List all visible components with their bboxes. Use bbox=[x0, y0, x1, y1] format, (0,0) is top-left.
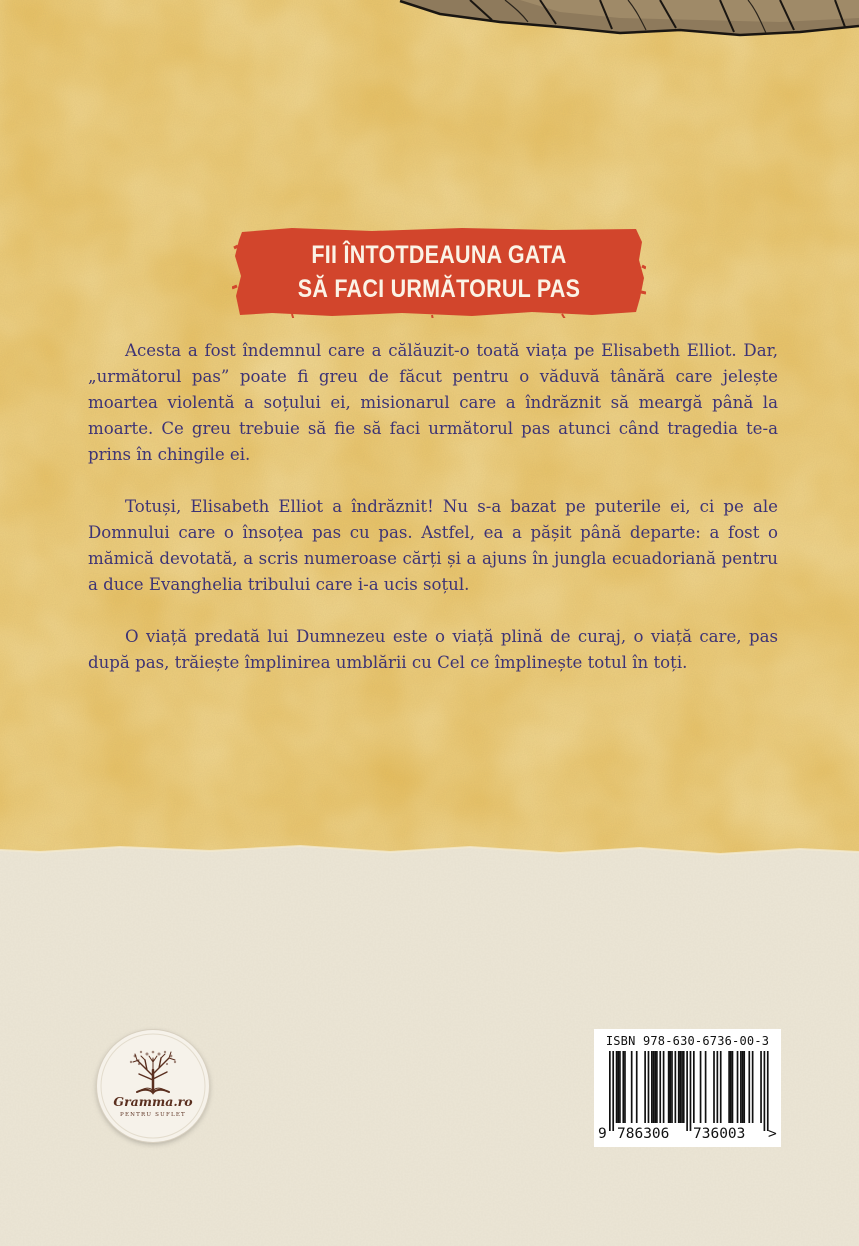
tree-book-icon bbox=[97, 1030, 209, 1142]
barcode-bar bbox=[612, 1051, 614, 1131]
barcode-bar bbox=[648, 1051, 650, 1123]
headline-banner bbox=[232, 226, 646, 318]
isbn-label: ISBN 978-630-6736-00-3 bbox=[605, 1034, 770, 1048]
headline-line-2: SĂ FACI URMĂTORUL PAS bbox=[297, 275, 581, 303]
barcode-bar bbox=[636, 1051, 638, 1123]
barcode-bar bbox=[683, 1051, 685, 1123]
barcode-bar bbox=[693, 1051, 695, 1123]
barcode-bar bbox=[767, 1051, 769, 1131]
barcode-bar bbox=[663, 1051, 665, 1123]
barcode-bar bbox=[653, 1051, 655, 1123]
barcode-bar bbox=[713, 1051, 715, 1123]
headline-line-1: FII ÎNTOTDEAUNA GATA bbox=[311, 241, 567, 269]
barcode-bar bbox=[732, 1051, 734, 1123]
barcode-right-group: 736003 bbox=[693, 1126, 746, 1142]
barcode-bar bbox=[609, 1051, 611, 1131]
barcode-bar bbox=[681, 1051, 683, 1123]
barcode-bar bbox=[617, 1051, 619, 1123]
barcode-bar bbox=[659, 1051, 661, 1123]
publisher-logo bbox=[97, 1030, 209, 1142]
barcode-bar bbox=[720, 1051, 722, 1123]
barcode-bar bbox=[730, 1051, 732, 1123]
barcode-bar bbox=[631, 1051, 633, 1123]
blurb-paragraph-1: Acesta a fost îndemnul care a călăuzit-o toată viața pe Elisabeth Elliot. Dar, „următorul pas” poate fi greu de făcut pentru o văduvă tânără care jelește moartea violentă a soțului ei, misionarul care a îndrăznit să meargă până la moarte. Ce greu trebuie să fie să faci următorul pas atunci când tragedia te-a prins în chingile ei. bbox=[88, 341, 778, 464]
isbn-barcode bbox=[594, 1029, 781, 1147]
barcode-bar bbox=[675, 1051, 677, 1123]
barcode-bar bbox=[678, 1051, 680, 1123]
barcode-bar bbox=[671, 1051, 673, 1123]
barcode-bar bbox=[616, 1051, 618, 1123]
barcode-bar bbox=[752, 1051, 754, 1123]
barcode-bar bbox=[651, 1051, 653, 1123]
barcode-bar bbox=[760, 1051, 762, 1123]
barcode-bar bbox=[700, 1051, 702, 1123]
barcode-bar bbox=[656, 1051, 658, 1123]
barcode-quiet-mark: > bbox=[768, 1126, 777, 1142]
barcode-bar bbox=[728, 1051, 730, 1123]
barcode-bar bbox=[686, 1051, 688, 1131]
barcode-bar bbox=[742, 1051, 744, 1123]
headline-text bbox=[261, 226, 617, 318]
barcode-bar bbox=[748, 1051, 750, 1123]
barcode-bar bbox=[737, 1051, 739, 1123]
barcode-bar bbox=[740, 1051, 742, 1123]
blurb bbox=[88, 338, 778, 702]
barcode-bar bbox=[624, 1051, 626, 1123]
barcode-bar bbox=[690, 1051, 692, 1131]
barcode-bar bbox=[680, 1051, 682, 1123]
barcode-bar bbox=[622, 1051, 624, 1123]
barcode-bar bbox=[644, 1051, 646, 1123]
publisher-tagline: PENTRU SUFLET bbox=[120, 1112, 186, 1118]
blurb-paragraph-2: Totuși, Elisabeth Elliot a îndrăznit! Nu s-a bazat pe puterile ei, ci pe ale Domnului care o însoțea pas cu pas. Astfel, ea a pășit până departe: a fost o mămică devotată, a scris numeroase cărți și a ajuns în jungla ecuadoriană pentru a duce Evanghelia tribului care i-a ucis soțul. bbox=[88, 497, 778, 594]
blurb-paragraph-3: O viață predată lui Dumnezeu este o viață plină de curaj, o viață care, pas după pas, trăiește împlinirea umblării cu Cel ce împlinește totul în toți. bbox=[88, 627, 778, 672]
barcode-left-group: 786306 bbox=[617, 1126, 670, 1142]
barcode-bar bbox=[668, 1051, 670, 1123]
barcode-bar bbox=[705, 1051, 707, 1123]
barcode-bar bbox=[743, 1051, 745, 1123]
barcode-first-digit: 9 bbox=[598, 1126, 607, 1142]
barcode-bar bbox=[717, 1051, 719, 1123]
barcode-bar bbox=[764, 1051, 766, 1131]
publisher-name: Gramma.ro bbox=[113, 1094, 193, 1109]
barcode-bar bbox=[669, 1051, 671, 1123]
barcode-bar bbox=[619, 1051, 621, 1123]
barcode-bar bbox=[654, 1051, 656, 1123]
